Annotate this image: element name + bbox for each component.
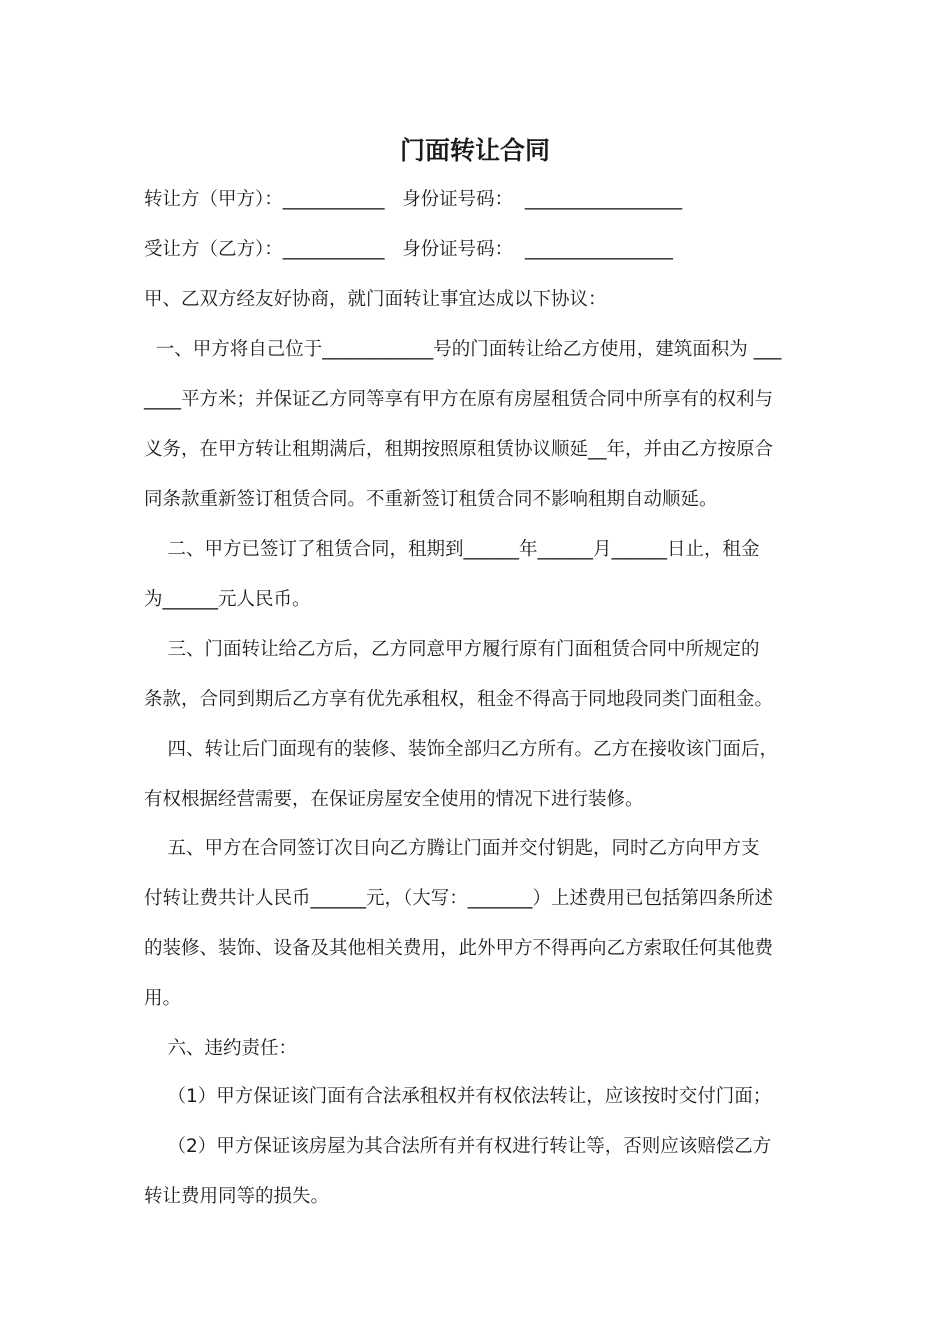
document-title: 门面转让合同 (399, 136, 550, 165)
clause-2-line-1: 二、甲方已签订了租赁合同，租期到______年______月______日止，租金 (144, 539, 760, 560)
intro-line: 甲、乙双方经友好协商，就门面转让事宜达成以下协议： (144, 289, 607, 310)
clause-6-heading: 六、违约责任： (144, 1038, 298, 1059)
clause-5-line-2: 付转让费共计人民币______元，（大写：_______）上述费用已包括第四条所述 (144, 888, 774, 909)
clause-1-line-2: ____平方米；并保证乙方同等享有甲方在原有房屋租赁合同中所享有的权利与 (144, 389, 774, 410)
clause-5-line-4: 用。 (144, 988, 182, 1009)
clause-6-item-2-line-1: （2）甲方保证该房屋为其合法所有并有权进行转让等，否则应该赔偿乙方 (144, 1136, 772, 1157)
clause-1-line-4: 同条款重新签订租赁合同。不重新签订租赁合同不影响租期自动顺延。 (144, 489, 718, 510)
clause-5-line-1: 五、甲方在合同签订次日向乙方腾让门面并交付钥匙，同时乙方向甲方支 (144, 838, 760, 859)
transferor-line: 转让方（甲方）：___________ 身份证号码： _________________ (144, 189, 683, 210)
clause-3-line-2: 条款，合同到期后乙方享有优先承租权，租金不得高于同地段同类门面租金。 (144, 689, 774, 710)
clause-5-line-3: 的装修、装饰、设备及其他相关费用，此外甲方不得再向乙方索取任何其他费 (144, 938, 774, 959)
clause-2-line-2: 为______元人民币。 (144, 589, 311, 610)
clause-1-line-3: 义务，在甲方转让租期满后，租期按照原租赁协议顺延__年，并由乙方按原合 (144, 439, 774, 460)
clause-6-item-2-line-2: 转让费用同等的损失。 (144, 1186, 330, 1207)
clause-4-line-1: 四、转让后门面现有的装修、装饰全部归乙方所有。乙方在接收该门面后， (144, 739, 779, 760)
clause-4-line-2: 有权根据经营需要，在保证房屋安全使用的情况下进行装修。 (144, 789, 644, 810)
clause-1-line-1: 一、甲方将自己位于____________号的门面转让给乙方使用，建筑面积为 ___ (144, 339, 782, 360)
clause-3-line-1: 三、门面转让给乙方后，乙方同意甲方履行原有门面租赁合同中所规定的 (144, 639, 760, 660)
clause-6-item-1: （1）甲方保证该门面有合法承租权并有权依法转让，应该按时交付门面； (144, 1086, 772, 1107)
transferee-line: 受让方（乙方）：___________ 身份证号码： ________________ (144, 239, 673, 260)
